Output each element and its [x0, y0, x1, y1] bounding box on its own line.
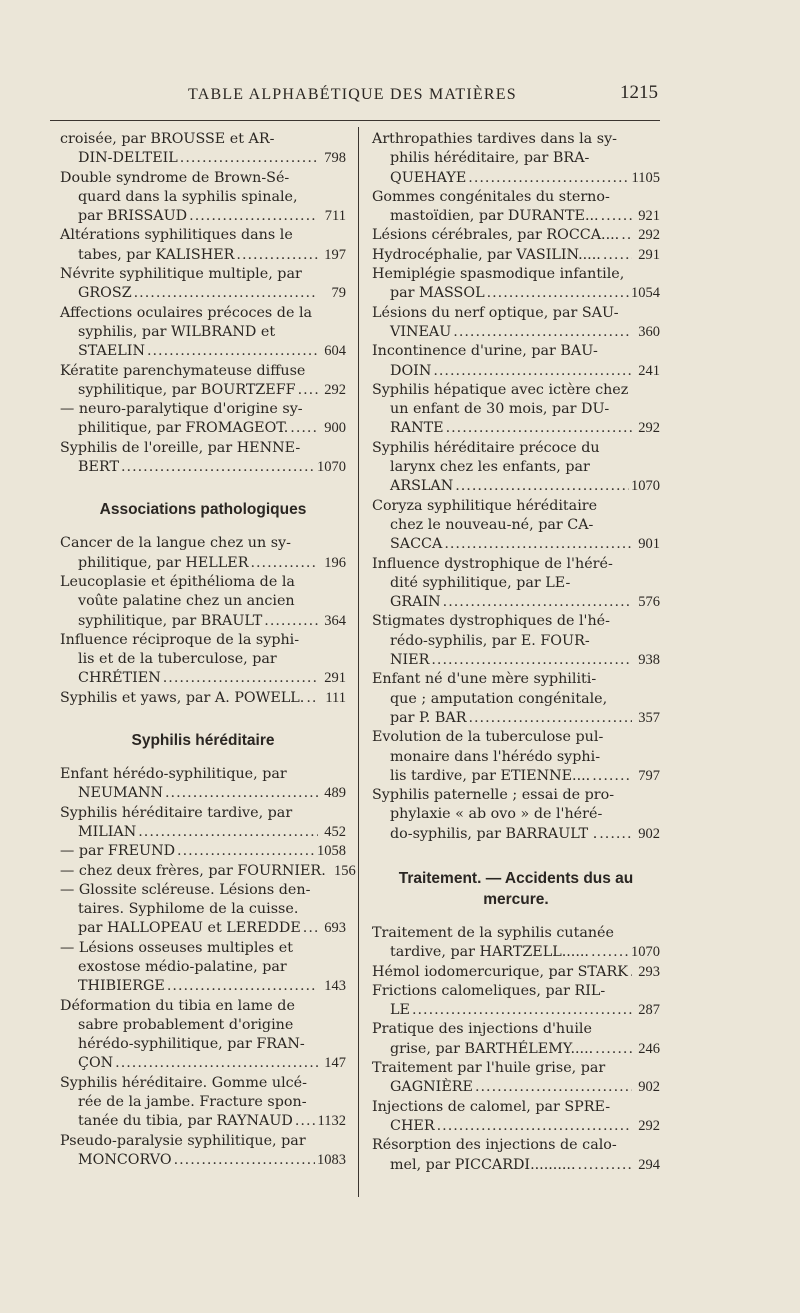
leader-dots: [621, 226, 632, 245]
page-reference: 291: [638, 246, 660, 263]
leader-dots: [601, 207, 632, 226]
page-reference: 357: [638, 709, 660, 726]
index-entry: [60, 226, 346, 265]
entry-text-line: QUEHAYE: [390, 169, 467, 186]
index-entry: [372, 963, 660, 982]
entry-text-line: Résorption des injections de calo-: [372, 1137, 617, 1154]
entry-text-line: Hémol iodomercurique, par STARK: [372, 963, 628, 980]
index-entry: [60, 997, 346, 1074]
entry-text-line: SACCA: [390, 536, 443, 553]
leader-dots: [443, 593, 632, 612]
page-reference: 292: [638, 1117, 660, 1134]
entry-text-line: DIN-DELTEIL: [78, 150, 178, 167]
entry-text-line: philitique, par HELLER: [78, 554, 249, 571]
entry-text-line: — chez deux frères, par FOURNIER.: [60, 862, 326, 879]
entry-text-line: Incontinence d'urine, par BAU-: [372, 343, 598, 360]
leader-dots: [177, 842, 315, 861]
index-entry: [372, 439, 660, 497]
entry-text-line: ÇON: [78, 1055, 114, 1072]
entry-text-line: syphilitique, par BOURTZEFF: [78, 381, 296, 398]
page-reference: 292: [324, 381, 346, 398]
entry-text-line: GAGNIÈRE: [390, 1079, 473, 1096]
entry-text-line: Altérations syphilitiques dans le: [60, 227, 293, 244]
entry-text-line: Affections oculaires précoces de la: [60, 304, 313, 321]
entry-text-line: Syphilis hépatique avec ictère chez: [372, 381, 629, 398]
entry-text-line: Syphilis de l'oreille, par HENNE-: [60, 439, 301, 456]
index-entry: [372, 670, 660, 728]
page-reference: 292: [638, 227, 660, 244]
entry-text-line: Déformation du tibia en lame de: [60, 997, 295, 1014]
entry-text-line: quard dans la syphilis spinale,: [78, 188, 298, 205]
page-reference: 902: [638, 825, 660, 842]
entry-text-line: STAELIN: [78, 343, 145, 360]
index-entry: [60, 573, 346, 631]
page-reference: 291: [324, 670, 346, 687]
leader-dots: [578, 1156, 632, 1175]
index-entry: [60, 304, 346, 362]
index-entry: [60, 130, 346, 169]
page-reference: 1054: [631, 285, 660, 302]
entry-text-line: — par FREUND: [60, 843, 176, 860]
page-number: 1215: [620, 82, 658, 103]
leader-dots: [455, 477, 629, 496]
leader-dots: [599, 825, 632, 844]
leader-dots: [165, 784, 318, 803]
page-reference: 197: [324, 246, 346, 263]
leader-dots: [591, 943, 629, 962]
page-reference: 693: [324, 920, 346, 937]
page-reference: 196: [324, 554, 346, 571]
entry-text-line: Traitement par l'huile grise, par: [372, 1060, 606, 1077]
entry-text-line: philitique, par FROMAGEOT.: [78, 420, 289, 437]
leader-dots: [167, 977, 318, 996]
entry-text-line: Double syndrome de Brown-Sé-: [60, 169, 290, 186]
entry-text-line: ARSLAN: [390, 478, 454, 495]
entry-text-line: tabes, par KALISHER: [78, 246, 235, 263]
page-reference: 246: [638, 1040, 660, 1057]
entry-text-line: lis et de la tuberculose, par: [78, 651, 277, 668]
page-reference: 1070: [631, 478, 660, 495]
index-entry: [60, 400, 346, 439]
page-reference: 1070: [631, 944, 660, 961]
entry-text-line: syphilis, par WILBRAND et: [78, 323, 276, 340]
leader-dots: [189, 207, 318, 226]
entry-text-line: CHRÉTIEN: [78, 670, 161, 687]
section-heading: Syphilis héréditaire: [131, 732, 275, 750]
entry-text-line: Evolution de la tuberculose pul-: [372, 729, 604, 746]
index-entry: [372, 1059, 660, 1098]
page-reference: 241: [638, 362, 660, 379]
left-column: [60, 130, 356, 1170]
index-entry: [372, 786, 660, 844]
entry-text-line: Lésions du nerf optique, par SAU-: [372, 304, 619, 321]
entry-text-line: exostose médio-palatine, par: [78, 958, 287, 975]
page-reference: 1132: [317, 1113, 346, 1130]
page-reference: 576: [638, 594, 660, 611]
leader-dots: [468, 709, 632, 728]
entry-text-line: sabre probablement d'origine: [78, 1016, 294, 1033]
index-entry: [372, 555, 660, 613]
entry-text-line: Lésions cérébrales, par ROCCA....: [372, 227, 620, 244]
page-reference: 489: [324, 785, 346, 802]
page-reference: 711: [324, 208, 346, 225]
leader-dots: [412, 1001, 632, 1020]
entry-text-line: par HALLOPEAU et LEREDDE: [78, 920, 301, 937]
leader-dots: [295, 1112, 316, 1131]
index-entry: [372, 924, 660, 963]
index-entry: [372, 497, 660, 555]
section-heading: Associations pathologiques: [99, 501, 307, 519]
entry-text-line: Arthropathies tardives dans la sy-: [372, 131, 617, 147]
entry-list: [372, 924, 660, 1175]
entry-text-line: Syphilis paternelle ; essai de pro-: [372, 787, 615, 804]
page-reference: 452: [324, 823, 346, 840]
section-heading: Traitement. — Accidents dus au mercure.: [398, 869, 634, 908]
leader-dots: [431, 651, 632, 670]
index-entry: [372, 226, 660, 245]
entry-text-line: Influence réciproque de la syphi-: [60, 631, 300, 648]
entry-text-line: LE: [390, 1002, 410, 1019]
entry-text-line: mel, par PICCARDI..........: [390, 1156, 576, 1173]
page-reference: 292: [638, 420, 660, 437]
entry-list: [372, 130, 660, 844]
leader-dots: [592, 767, 632, 786]
leader-dots: [306, 689, 318, 708]
leader-dots: [487, 284, 629, 303]
entry-text-line: hérédo-syphilitique, par FRAN-: [78, 1036, 305, 1053]
index-entry: [60, 765, 346, 804]
page-reference: 1083: [317, 1151, 346, 1168]
index-entry: [60, 534, 346, 573]
page-reference: 1105: [631, 169, 660, 186]
entry-text-line: Leucoplasie et épithélioma de la: [60, 573, 295, 590]
entry-text-line: mastoïdien, par DURANTE...: [390, 208, 599, 225]
index-entry: [60, 1074, 346, 1132]
page-reference: 938: [638, 652, 660, 669]
leader-dots: [138, 823, 318, 842]
entry-text-line: — Lésions osseuses multiples et: [60, 939, 293, 956]
entry-text-line: THIBIERGE: [78, 978, 165, 995]
index-entry: [60, 265, 346, 304]
entry-text-line: MILIAN: [78, 823, 137, 840]
leader-dots: [236, 246, 318, 265]
entry-text-line: — Glossite scléreuse. Lésions den-: [60, 881, 311, 898]
index-entry: [60, 842, 346, 861]
leader-dots: [630, 963, 632, 982]
index-entry: [60, 362, 346, 401]
page-reference: 293: [638, 963, 660, 980]
entry-text-line: Coryza syphilitique héréditaire: [372, 497, 598, 514]
entry-text-line: Traitement de la syphilis cutanée: [372, 924, 614, 941]
entry-text-line: croisée, par BROUSSE et AR-: [60, 131, 275, 147]
index-entry: [372, 130, 660, 188]
page-reference: 604: [324, 343, 346, 360]
entry-text-line: Enfant hérédo-syphilitique, par: [60, 766, 287, 783]
leader-dots: [468, 169, 629, 188]
index-entry: [60, 689, 346, 708]
entry-text-line: par P. BAR: [390, 709, 467, 726]
leader-dots: [603, 246, 632, 265]
entry-list: [60, 534, 346, 708]
index-entry: [372, 728, 660, 786]
page-reference: 1058: [317, 843, 346, 860]
leader-dots: [444, 535, 632, 554]
entry-text-line: tardive, par HARTZELL......: [390, 944, 589, 961]
leader-dots: [475, 1078, 632, 1097]
index-entry: [372, 1136, 660, 1175]
entry-text-line: taires. Syphilome de la cuisse.: [78, 901, 299, 918]
index-entry: [372, 188, 660, 227]
entry-text-line: rédo-syphilis, par E. FOUR-: [390, 632, 590, 649]
entry-text-line: chez le nouveau-né, par CA-: [390, 516, 594, 533]
entry-list: [60, 765, 356, 1170]
index-entry: [60, 631, 346, 689]
index-entry: [372, 982, 660, 1021]
leader-dots: [446, 419, 632, 438]
entry-text-line: BERT: [78, 459, 119, 476]
index-entry: [60, 862, 356, 881]
page-reference: 156: [334, 862, 356, 879]
entry-text-line: Gommes congénitales du sterno-: [372, 188, 610, 205]
entry-text-line: monaire dans l'hérédo syphi-: [390, 748, 601, 765]
index-entry: [372, 342, 660, 381]
page-reference: 147: [324, 1055, 346, 1072]
leader-dots: [250, 554, 318, 573]
entry-text-line: Influence dystrophique de l'héré-: [372, 555, 613, 572]
page-reference: 287: [638, 1002, 660, 1019]
entry-text-line: Enfant né d'une mère syphiliti-: [372, 671, 597, 688]
entry-text-line: NEUMANN: [78, 785, 163, 802]
page-reference: 902: [638, 1079, 660, 1096]
entry-text-line: RANTE: [390, 420, 444, 437]
entry-text-line: un enfant de 30 mois, par DU-: [390, 401, 610, 418]
leader-dots: [163, 669, 318, 688]
entry-text-line: phylaxie « ab ovo » de l'héré-: [390, 806, 603, 823]
index-entry: [372, 304, 660, 343]
index-entry: [372, 1020, 660, 1059]
entry-text-line: philis héréditaire, par BRA-: [390, 150, 590, 167]
page-reference: 921: [638, 208, 660, 225]
page-reference: 1070: [317, 459, 346, 476]
entry-text-line: VINEAU: [390, 323, 452, 340]
leader-dots: [303, 919, 318, 938]
entry-text-line: par BRISSAUD: [78, 208, 188, 225]
leader-dots: [115, 1054, 318, 1073]
index-entry: [372, 246, 660, 265]
index-entry: [372, 1098, 660, 1137]
index-entry: [60, 881, 346, 939]
page-reference: 900: [324, 420, 346, 437]
entry-text-line: CHER: [390, 1117, 435, 1134]
running-title: TABLE ALPHABÉTIQUE DES MATIÈRES: [188, 86, 517, 103]
index-entry: [60, 439, 346, 478]
entry-list: [60, 130, 346, 477]
entry-text-line: syphilitique, par BRAULT: [78, 612, 263, 629]
entry-text-line: Stigmates dystrophiques de l'hé-: [372, 613, 610, 630]
index-entry: [60, 804, 346, 843]
leader-dots: [290, 419, 318, 438]
page-reference: 901: [638, 536, 660, 553]
page-reference: 294: [638, 1156, 660, 1173]
entry-text-line: Injections de calomel, par SPRE-: [372, 1098, 611, 1115]
page-reference: 360: [638, 323, 660, 340]
entry-text-line: Syphilis héréditaire. Gomme ulcé-: [60, 1074, 307, 1091]
column-divider: [358, 127, 359, 1197]
entry-text-line: DOIN: [390, 362, 432, 379]
leader-dots: [595, 1040, 632, 1059]
leader-dots: [437, 1117, 632, 1136]
page-reference: 364: [324, 612, 346, 629]
index-entry: [372, 612, 660, 670]
entry-text-line: Névrite syphilitique multiple, par: [60, 266, 302, 283]
entry-text-line: rée de la jambe. Fracture spon-: [78, 1094, 307, 1111]
leader-dots: [174, 1151, 315, 1170]
entry-text-line: Frictions calomeliques, par RIL-: [372, 982, 606, 999]
index-entry: [60, 1132, 346, 1171]
entry-text-line: Pratique des injections d'huile: [372, 1021, 592, 1038]
entry-text-line: Syphilis et yaws, par A. POWELL.: [60, 689, 305, 706]
entry-text-line: Hemiplégie spasmodique infantile,: [372, 266, 625, 283]
entry-text-line: Pseudo-paralysie syphilitique, par: [60, 1132, 306, 1149]
entry-text-line: Hydrocéphalie, par VASILIN.....: [372, 246, 601, 263]
leader-dots: [433, 362, 632, 381]
entry-text-line: Kératite parenchymateuse diffuse: [60, 362, 306, 379]
entry-text-line: GROSZ: [78, 285, 132, 302]
entry-text-line: Syphilis héréditaire précoce du: [372, 439, 600, 456]
index-entry: [372, 265, 660, 304]
leader-dots: [147, 342, 318, 361]
entry-text-line: do-syphilis, par BARRAULT .: [390, 825, 598, 842]
leader-dots: [298, 381, 318, 400]
index-entry: [372, 381, 660, 439]
page-reference: 143: [324, 978, 346, 995]
leader-dots: [121, 458, 315, 477]
index-entry: [60, 169, 346, 227]
entry-text-line: GRAIN: [390, 594, 441, 611]
entry-text-line: grise, par BARTHÉLEMY.....: [390, 1040, 594, 1057]
header-rule: [50, 120, 660, 121]
leader-dots: [264, 612, 318, 631]
entry-text-line: larynx chez les enfants, par: [390, 459, 590, 476]
page-header: [0, 82, 800, 112]
entry-text-line: voûte palatine chez un ancien: [78, 593, 295, 610]
index-entry: [60, 939, 346, 997]
entry-text-line: Syphilis héréditaire tardive, par: [60, 804, 293, 821]
entry-text-line: tanée du tibia, par RAYNAUD: [78, 1113, 293, 1130]
entry-text-line: Cancer de la langue chez un sy-: [60, 535, 291, 552]
entry-text-line: par MASSOL: [390, 285, 485, 302]
entry-text-line: lis tardive, par ETIENNE....: [390, 767, 591, 784]
entry-text-line: que ; amputation congénitale,: [390, 690, 608, 707]
leader-dots: [180, 149, 318, 168]
page-reference: 798: [324, 150, 346, 167]
page-reference: 797: [638, 767, 660, 784]
leader-dots: [453, 323, 632, 342]
entry-text-line: dité syphilitique, par LE-: [390, 574, 571, 591]
entry-text-line: — neuro-paralytique d'origine sy-: [60, 401, 303, 418]
entry-text-line: MONCORVO: [78, 1151, 172, 1168]
leader-dots: [134, 284, 318, 303]
entry-text-line: NIER: [390, 652, 430, 669]
right-column: [372, 130, 660, 1175]
page-reference: 111: [325, 689, 346, 706]
page-reference: 79: [331, 285, 346, 302]
